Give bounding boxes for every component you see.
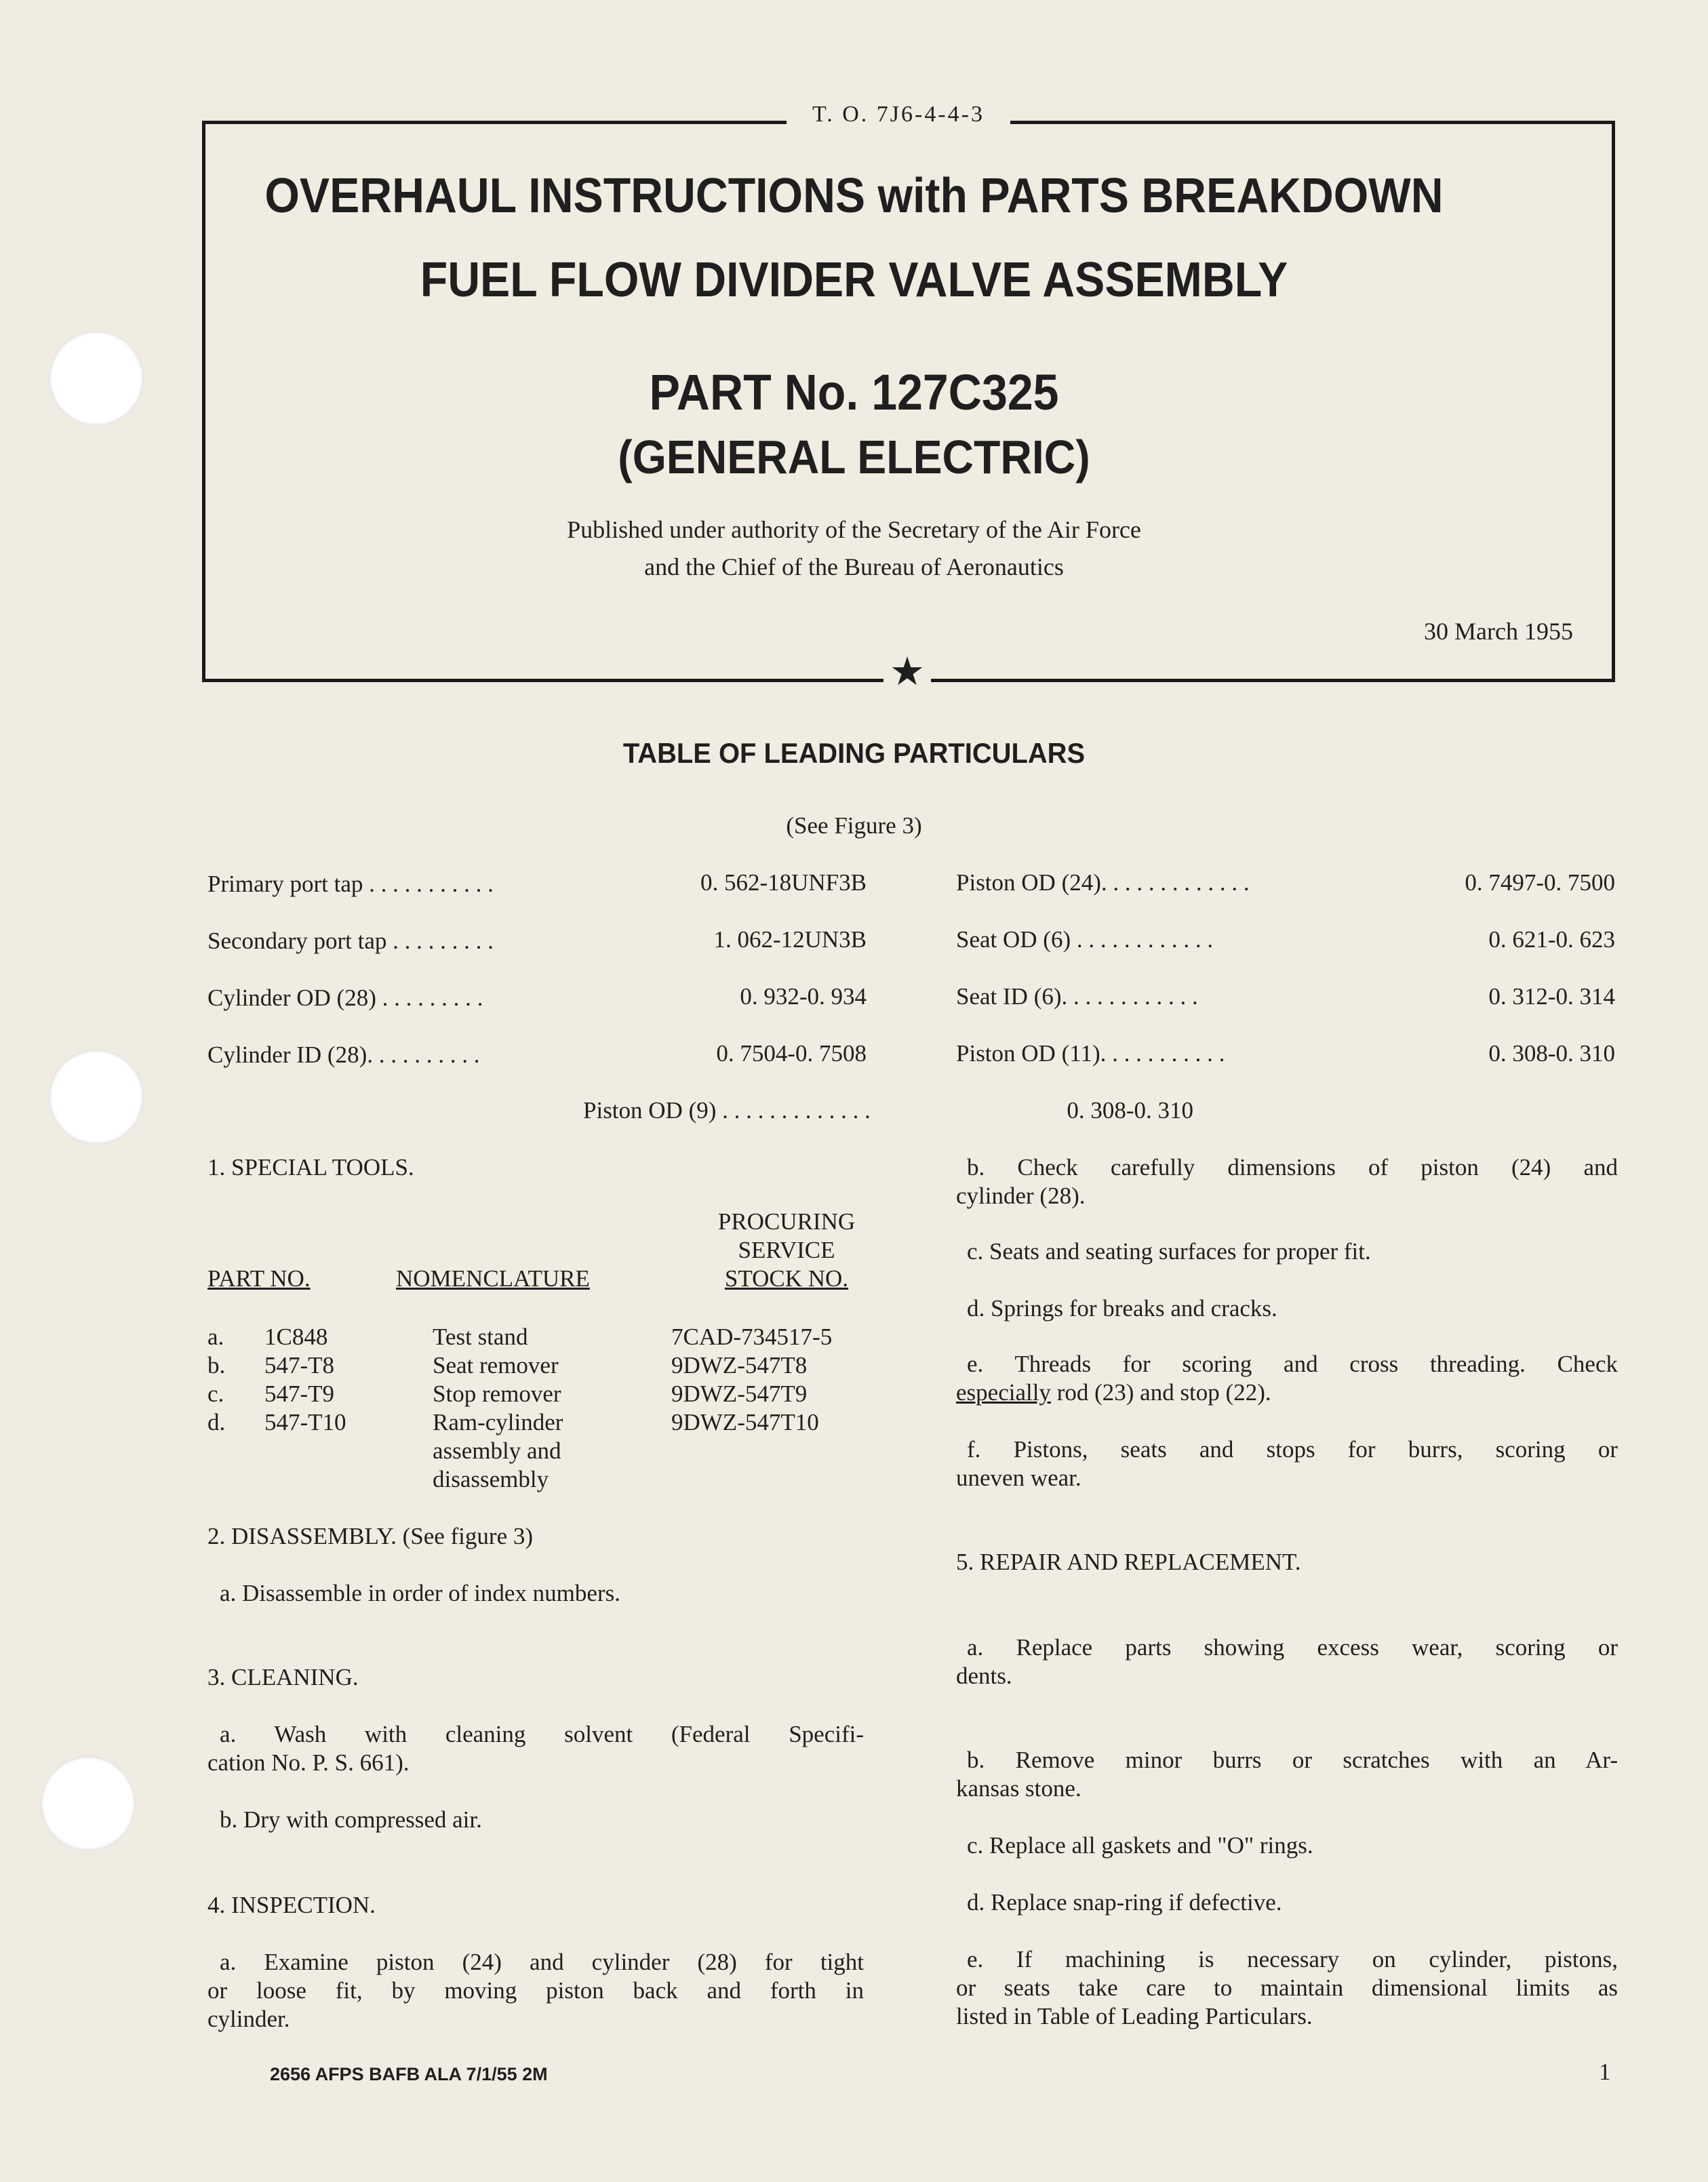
spec-label: Seat ID (6). . . . . . . . . . . . (956, 983, 1198, 1010)
authority-line-2: and the Chief of the Bureau of Aeronautics (644, 553, 1064, 580)
title-line-2: FUEL FLOW DIVIDER VALVE ASSEMBLY (420, 253, 1288, 307)
inspection-step-c: c. Seats and seating surfaces for proper fit. (967, 1238, 1371, 1265)
spec-label: Piston OD (24). . . . . . . . . . . . . (956, 869, 1250, 896)
page-number: 1 (1599, 2059, 1611, 2085)
spec-label: Seat OD (6) . . . . . . . . . . . . (956, 926, 1214, 953)
part-number: PART No. 127C325 (649, 364, 1059, 420)
cleaning-step-a-continued: cation No. P. S. 661). (207, 1749, 410, 1776)
repair-step-b-continued: kansas stone. (956, 1775, 1081, 1802)
spec-label: Secondary port tap . . . . . . . . . (207, 928, 494, 954)
repair-step-c: c. Replace all gaskets and "O" rings. (967, 1832, 1313, 1859)
repair-step-e: e. If machining is necessary on cylinder, pistons, (967, 1946, 1618, 1972)
technical-order-number: T. O. 7J6-4-4-3 (787, 102, 1010, 127)
spec-value: 0. 308-0. 310 (1488, 1040, 1615, 1067)
binder-hole-bottom (41, 1756, 136, 1851)
inspection-step-a: a. Examine piston (24) and cylinder (28) for tight (220, 1949, 864, 1975)
spec-label: Cylinder ID (28). . . . . . . . . . (207, 1042, 480, 1068)
tool-name-continued: disassembly (433, 1466, 549, 1492)
repair-step-b: b. Remove minor burrs or scratches with an Ar- (967, 1747, 1618, 1773)
spec-value: 1. 062-12UN3B (713, 926, 867, 953)
spec-label: Piston OD (9) . . . . . . . . . . . . . (583, 1097, 871, 1124)
column-header-stock-2: SERVICE (738, 1237, 835, 1263)
inspection-step-f: f. Pistons, seats and stops for burrs, scoring or (967, 1436, 1618, 1463)
inspection-step-d: d. Springs for breaks and cracks. (967, 1295, 1277, 1322)
repair-step-a: a. Replace parts showing excess wear, scoring or (967, 1634, 1618, 1661)
spec-value: 0. 7497-0. 7500 (1465, 869, 1615, 896)
repair-step-a-continued: dents. (956, 1663, 1012, 1689)
spec-value: 0. 562-18UNF3B (700, 869, 867, 896)
section-heading-repair: 5. REPAIR AND REPLACEMENT. (956, 1549, 1301, 1575)
spec-value: 0. 308-0. 310 (1067, 1097, 1193, 1124)
column-header-part-no: PART NO. (207, 1265, 311, 1292)
repair-step-e-continued: listed in Table of Leading Particulars. (956, 2003, 1313, 2029)
inspection-step-e: e. Threads for scoring and cross threading. Check (967, 1351, 1618, 1377)
tool-part-number: 547-T10 (264, 1409, 346, 1435)
tool-name-continued: assembly and (433, 1437, 561, 1464)
tool-stock-number: 9DWZ-547T9 (671, 1381, 808, 1407)
spec-value: 0. 932-0. 934 (740, 983, 867, 1010)
tool-stock-number: 7CAD-734517-5 (671, 1324, 833, 1350)
particulars-title: TABLE OF LEADING PARTICULARS (622, 737, 1086, 769)
tool-letter: d. (207, 1409, 226, 1435)
section-heading-special-tools: 1. SPECIAL TOOLS. (207, 1154, 414, 1181)
section-heading-cleaning: 3. CLEANING. (207, 1664, 359, 1690)
inspection-step-b-continued: cylinder (28). (956, 1183, 1086, 1209)
tool-letter: c. (207, 1381, 224, 1407)
tool-name: Test stand (433, 1324, 528, 1350)
binder-hole-middle (49, 1050, 144, 1145)
section-heading-disassembly: 2. DISASSEMBLY. (See figure 3) (207, 1523, 534, 1549)
tool-letter: a. (207, 1324, 224, 1350)
tool-stock-number: 9DWZ-547T10 (671, 1409, 819, 1435)
inspection-step-a-continued: cylinder. (207, 2006, 290, 2032)
cleaning-step-b: b. Dry with compressed air. (220, 1806, 482, 1833)
inspection-step-a-continued: or loose fit, by moving piston back and forth in (207, 1977, 864, 2004)
publication-date: 30 March 1955 (1424, 618, 1573, 645)
column-header-nomenclature: NOMENCLATURE (396, 1265, 590, 1292)
tool-part-number: 1C848 (264, 1324, 328, 1350)
star-icon: ★ (883, 652, 931, 692)
underlined-word: especially (956, 1379, 1051, 1406)
spec-label: Cylinder OD (28) . . . . . . . . . (207, 985, 483, 1011)
spec-label: Primary port tap . . . . . . . . . . . (207, 871, 494, 897)
column-header-stock-3: STOCK NO. (724, 1265, 849, 1292)
tool-part-number: 547-T9 (264, 1381, 335, 1407)
repair-step-d: d. Replace snap-ring if defective. (967, 1889, 1282, 1916)
repair-step-e-continued: or seats take care to maintain dimensional limits as (956, 1975, 1618, 2001)
inspection-step-e-continued (956, 1379, 1271, 1406)
spec-label: Piston OD (11). . . . . . . . . . . (956, 1040, 1225, 1067)
tool-part-number: 547-T8 (264, 1352, 335, 1378)
column-header-stock-1: PROCURING (717, 1208, 856, 1235)
tool-name: Stop remover (433, 1381, 561, 1407)
spec-value: 0. 621-0. 623 (1488, 926, 1615, 953)
disassembly-step-a: a. Disassemble in order of index numbers. (220, 1580, 620, 1606)
print-code: 2656 AFPS BAFB ALA 7/1/55 2M (270, 2064, 548, 2084)
spec-value: 0. 312-0. 314 (1488, 983, 1615, 1010)
title-line-1: OVERHAUL INSTRUCTIONS with PARTS BREAKDOWN (264, 169, 1444, 223)
tool-stock-number: 9DWZ-547T8 (671, 1352, 808, 1378)
tool-letter: b. (207, 1352, 226, 1378)
inspection-step-b: b. Check carefully dimensions of piston (24) and (967, 1154, 1618, 1181)
section-heading-inspection: 4. INSPECTION. (207, 1892, 376, 1918)
tool-name: Seat remover (433, 1352, 559, 1378)
authority-line-1: Published under authority of the Secretary of the Air Force (567, 516, 1141, 543)
tool-name: Ram-cylinder (433, 1409, 563, 1435)
manufacturer: (GENERAL ELECTRIC) (618, 431, 1090, 483)
inspection-step-f-continued: uneven wear. (956, 1465, 1081, 1491)
inspection-step-e-rest: rod (23) and stop (22). (1050, 1379, 1271, 1406)
cleaning-step-a: a. Wash with cleaning solvent (Federal Specifi- (220, 1721, 864, 1747)
see-figure-note: (See Figure 3) (786, 812, 922, 839)
spec-value: 0. 7504-0. 7508 (716, 1040, 867, 1067)
